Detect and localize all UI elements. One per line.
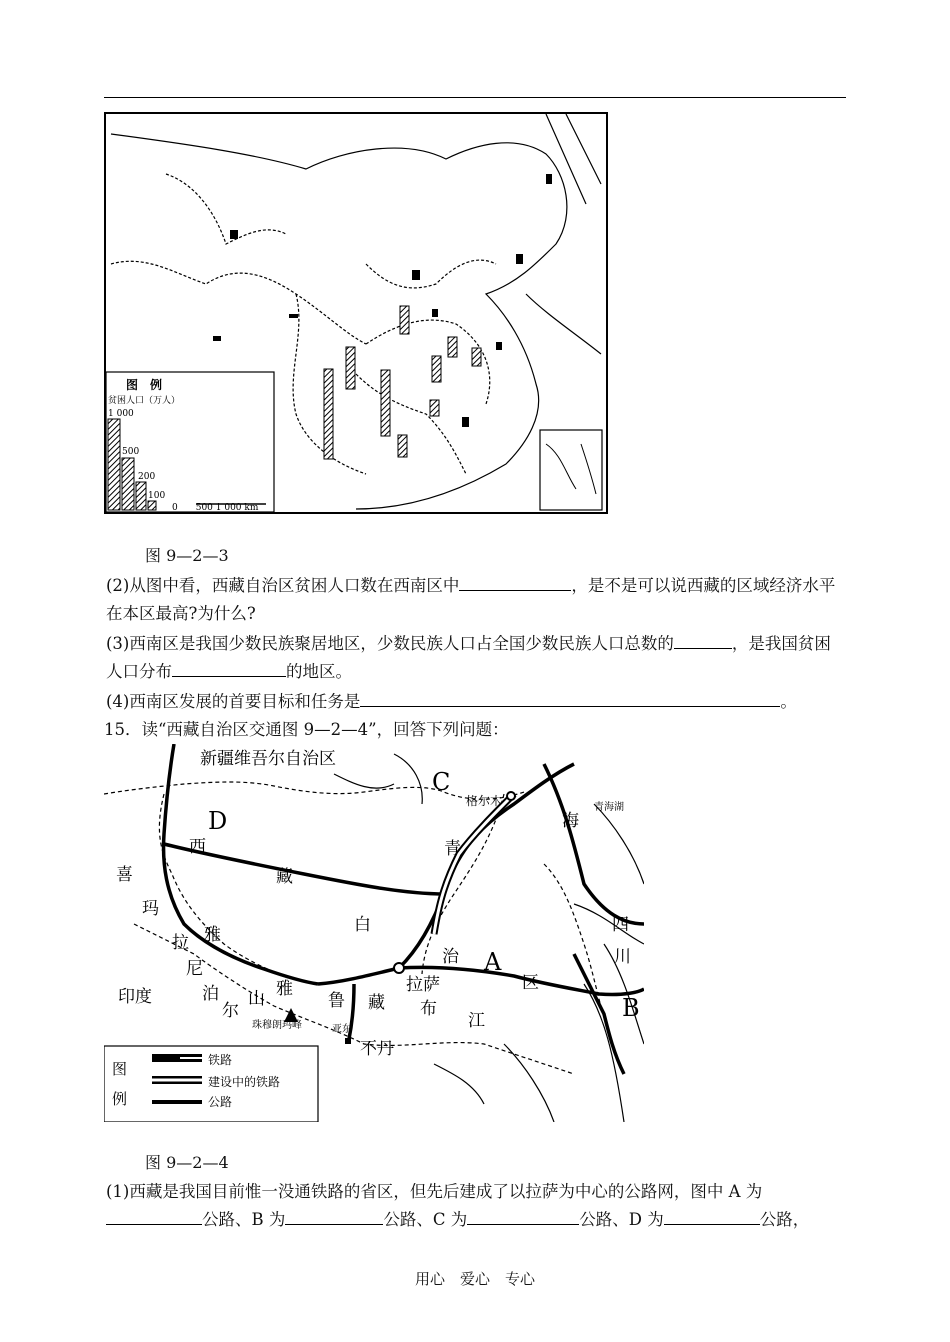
golmud-marker: [507, 792, 515, 800]
sichuan-border: [544, 864, 609, 1034]
label-zang: 藏: [276, 867, 293, 887]
legend-title: 图 例: [126, 378, 163, 392]
poverty-mark-xinjiang: [230, 230, 238, 239]
poverty-bar-yunnan: [398, 435, 407, 457]
label-ya: 雅: [204, 925, 221, 945]
poverty-bar-hubei: [432, 356, 441, 382]
legend-bar-100: [148, 501, 156, 510]
inset-map-frame: [540, 430, 602, 510]
legend-value-500: 500: [122, 447, 140, 457]
answer-blank-D[interactable]: [664, 1206, 760, 1225]
label-ma: 玛: [142, 899, 159, 919]
label-A: A: [484, 948, 502, 976]
label-xi: 西: [189, 837, 206, 857]
lhasa-marker: [394, 963, 404, 973]
poverty-bar-shaanxi: [400, 306, 409, 334]
province-border: [356, 374, 466, 474]
river: [434, 1044, 554, 1122]
answer-blank-3a[interactable]: [674, 630, 732, 649]
legend-value-1000: 1 000: [108, 409, 134, 419]
label-india: 印度: [118, 987, 152, 1007]
province-border: [111, 261, 366, 344]
label-D: D: [208, 807, 228, 835]
legend-railway-label: 铁路: [208, 1053, 233, 1067]
answer-blank-C[interactable]: [467, 1206, 579, 1225]
poverty-mark-qinghai: [213, 336, 221, 341]
label-shan: 山: [248, 989, 265, 1009]
poverty-bar-hunan: [430, 400, 439, 416]
label-bo: 泊: [202, 984, 219, 1004]
coastline: [526, 294, 601, 354]
question-15-1: (1)西藏是我国目前惟一没通铁路的省区，但先后建成了以拉萨为中心的公路网，图中 A 为公路、B 为 公路、C 为 公路、D 为 公路，: [106, 1182, 810, 1229]
label-ni: 尼: [186, 959, 203, 979]
poverty-mark-jiangxi: [462, 417, 469, 427]
label-xinjiang: 新疆维吾尔自治区: [200, 749, 336, 769]
poverty-map: [104, 112, 608, 514]
railway-building: [434, 794, 514, 934]
legend-title-2: 例: [112, 1090, 128, 1108]
poverty-mark-shanxi: [432, 309, 438, 317]
legend-subtitle: 贫困人口（万人）: [108, 396, 181, 406]
legend-bar-500: [122, 458, 134, 510]
label-yadong: 亚东: [332, 1024, 352, 1035]
poverty-mark-liaoning: [516, 254, 523, 264]
river: [334, 754, 422, 804]
poverty-bar-henan: [448, 337, 457, 357]
page-footer: 用心 爱心 专心: [414, 1270, 535, 1288]
answer-blank-A[interactable]: [106, 1206, 202, 1225]
province-border: [166, 174, 286, 244]
label-everest: 珠穆朗玛峰: [252, 1020, 302, 1031]
label-golmud: 格尔木: [466, 794, 503, 808]
label-qing: 青: [444, 839, 461, 859]
answer-blank-B[interactable]: [285, 1206, 383, 1225]
poverty-mark-jiangsu: [496, 342, 502, 350]
west-border: [159, 794, 304, 982]
grid-line: [546, 114, 601, 204]
river: [584, 944, 644, 1122]
label-la: 拉: [172, 933, 189, 953]
answer-blank-2a[interactable]: [459, 572, 571, 591]
scale-label: 0 500 1 000 km: [172, 503, 259, 512]
label-xi2: 喜: [116, 865, 133, 885]
province-border: [366, 260, 496, 288]
poverty-mark-heilongjiang: [546, 174, 552, 184]
poverty-bar-guizhou: [381, 370, 390, 436]
label-zang2: 藏: [368, 993, 385, 1013]
label-bu: 布: [420, 999, 437, 1019]
legend-title-1: 图: [112, 1060, 128, 1078]
label-qu: 区: [522, 973, 539, 993]
legend-bar-1000: [108, 419, 120, 510]
label-B: B: [622, 994, 640, 1022]
railway-building-inner: [434, 794, 514, 934]
poverty-bar-tibet: [324, 369, 333, 459]
label-chuan: 川: [614, 947, 631, 967]
yadong-marker: [345, 1038, 351, 1044]
label-ya2: 雅: [276, 979, 293, 999]
poverty-bar-sichuan: [346, 347, 355, 389]
poverty-bar-anhui: [472, 348, 481, 366]
legend-building-label: 建设中的铁路: [208, 1075, 281, 1089]
question-4: (4)西南区发展的首要目标和任务是 。: [106, 688, 846, 716]
label-bai: 白: [354, 915, 371, 935]
road-north-tibet: [164, 844, 444, 894]
label-bhutan: 不丹: [360, 1039, 394, 1059]
legend-bar-200: [136, 482, 146, 510]
question-3: (3)西南区是我国少数民族聚居地区，少数民族人口占全国少数民族人口总数的 ，是我国贫困人口分布 的地区。: [106, 630, 846, 686]
label-zhi: 治: [442, 947, 459, 967]
legend-road-label: 公路: [208, 1095, 233, 1109]
fig2-caption: 图 9—2—4: [145, 1153, 229, 1172]
answer-blank-4[interactable]: [360, 688, 780, 707]
label-jiang: 江: [468, 1011, 485, 1031]
poverty-mark-nmg: [412, 270, 420, 280]
tibet-transport-map: [104, 744, 644, 1122]
question-2: (2)从图中看，西藏自治区贫困人口数在西南区中 ，是不是可以说西藏的区域经济水平在本区最高?为什么?: [106, 572, 846, 628]
poverty-map-svg: [106, 114, 606, 512]
answer-blank-3b[interactable]: [172, 658, 286, 677]
label-lhasa: 拉萨: [406, 975, 440, 995]
legend-value-100: 100: [148, 491, 166, 501]
poverty-mark-gansu: [289, 314, 298, 318]
tibet-map-svg: [104, 744, 644, 1122]
label-si: 四: [612, 915, 629, 935]
fig1-caption: 图 9—2—3: [145, 546, 229, 565]
label-qinghai-lake: 青海湖: [594, 802, 624, 813]
question-15: 15．读“西藏自治区交通图 9—2—4”，回答下列问题：: [104, 720, 509, 739]
label-hai: 海: [562, 811, 579, 831]
label-lu: 鲁: [328, 991, 345, 1011]
road-qinghai: [544, 764, 644, 924]
header-rule: [104, 97, 846, 98]
label-er: 尔: [222, 1001, 239, 1021]
label-C: C: [432, 768, 451, 796]
legend-value-200: 200: [138, 472, 156, 482]
